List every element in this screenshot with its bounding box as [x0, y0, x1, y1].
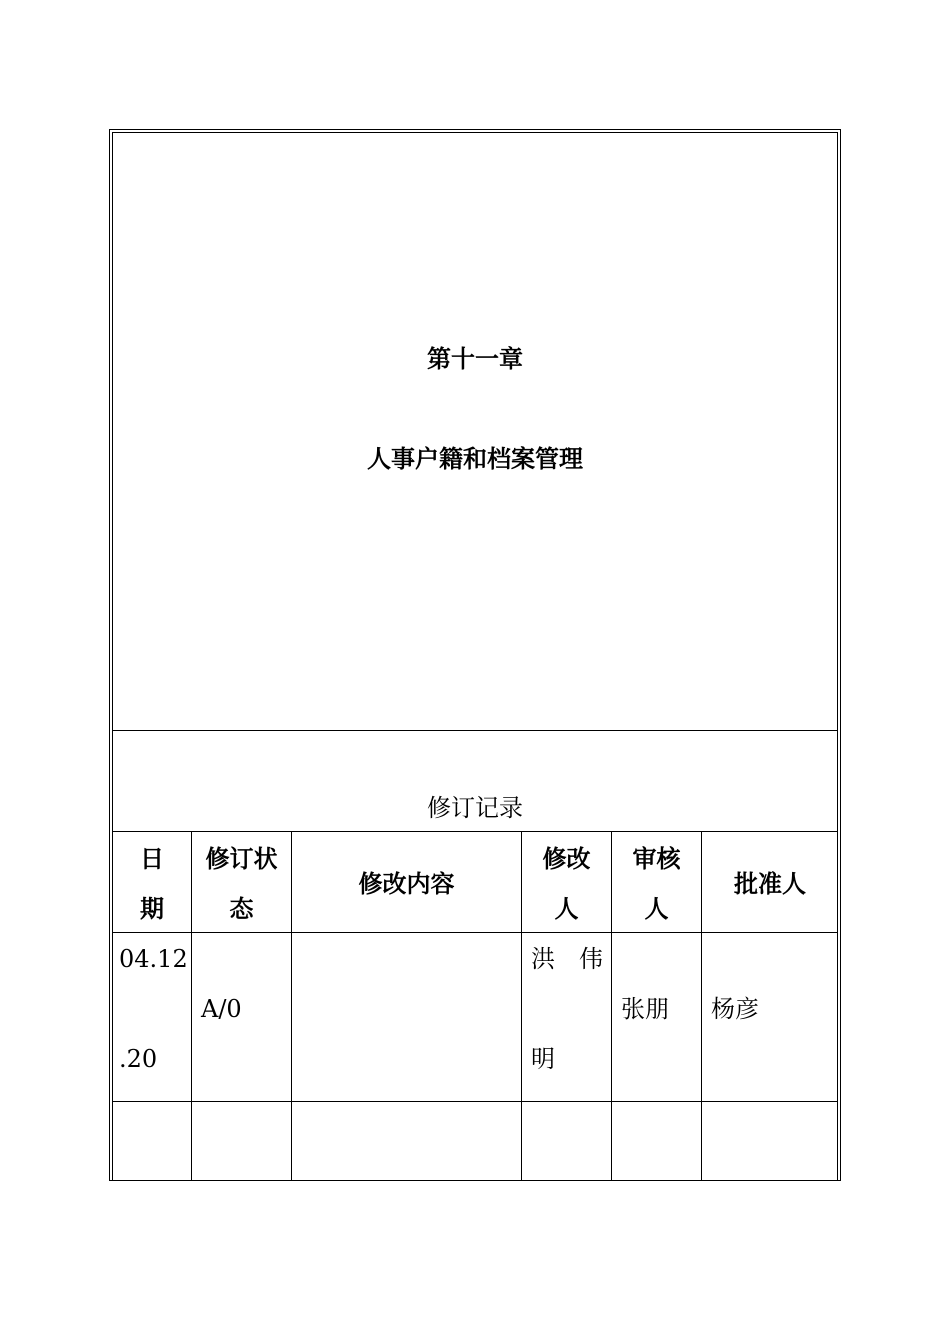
header-approver: 批准人 — [734, 870, 806, 898]
col-line-3 — [521, 831, 522, 1181]
row1-editor-char3: 明 — [531, 1045, 555, 1073]
header-status-line2: 态 — [229, 895, 254, 923]
header-top-line — [112, 831, 838, 832]
document-frame — [109, 129, 841, 1181]
row1-editor-char2: 伟 — [579, 945, 603, 973]
row1-status: A/0 — [201, 995, 242, 1023]
chapter-heading: 第十一章 — [427, 345, 523, 373]
header-content: 修改内容 — [358, 870, 455, 898]
row1-bottom-line — [112, 1101, 838, 1102]
col-line-4 — [611, 831, 612, 1181]
header-editor-line2: 人 — [554, 895, 579, 923]
row1-reviewer: 张朋 — [621, 995, 669, 1023]
header-date-line1: 日 — [140, 845, 164, 873]
revision-record-title: 修订记录 — [427, 794, 523, 822]
col-line-1 — [191, 831, 192, 1181]
row1-date-line1: 04.12 — [119, 945, 188, 973]
row1-approver: 杨彦 — [711, 995, 759, 1023]
chapter-title: 人事户籍和档案管理 — [367, 445, 583, 473]
header-reviewer-line1: 审核 — [632, 845, 681, 873]
header-reviewer-line2: 人 — [644, 895, 669, 923]
header-date-line2: 期 — [140, 895, 164, 923]
header-bottom-line — [112, 932, 838, 933]
cover-bottom-line — [112, 730, 838, 731]
header-editor-line1: 修改 — [542, 845, 591, 873]
row1-editor-char1: 洪 — [531, 945, 555, 973]
header-status-line1: 修订状 — [205, 845, 278, 873]
row1-date-line2: .20 — [119, 1045, 158, 1073]
